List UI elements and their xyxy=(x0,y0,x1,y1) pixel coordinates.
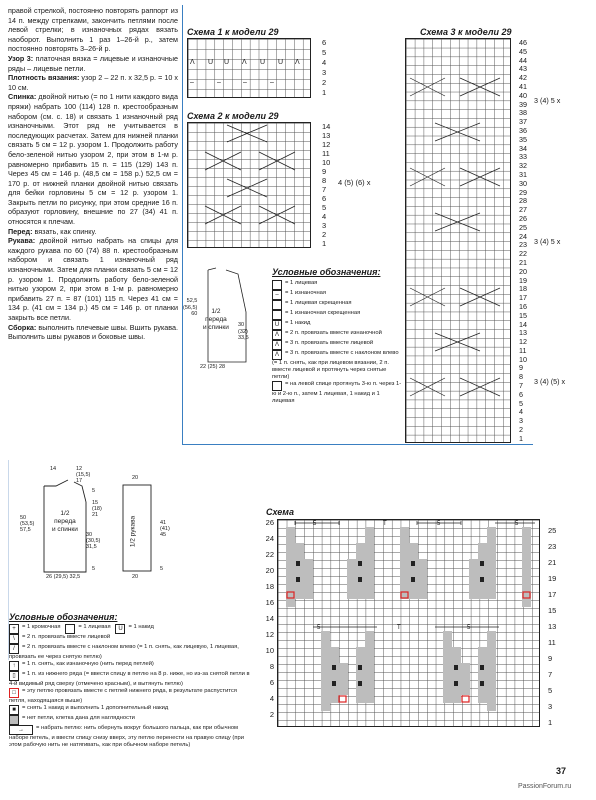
sleeve-label: 1/2 рукава xyxy=(129,515,137,548)
legend-top-title: Условные обозначения: xyxy=(272,267,381,277)
schema1-row-numbers: 6 5 4 3 2 1 xyxy=(322,38,327,97)
front-body-band: 5 xyxy=(92,566,96,572)
article-p6: выполнить плечевые швы. Вшить рукава. Выполнить швы рукавов и боковые швы. xyxy=(8,322,178,342)
front-label: 1/2 переда и спинки xyxy=(52,510,78,533)
legend-bottom-title: Условные обозначения: xyxy=(9,612,118,622)
legend-bottom-item: → = набрать петлю: нить обернуть вокруг большого пальца, как при обычном наборе петель, и ввести спицу снизу вверх, эту петлю перенести на правую спицу (при этом рабочую нить не натягивать, как при обычном наборе петель) xyxy=(9,725,244,748)
small-sketch-height: 30 (32) 33,5 xyxy=(238,322,249,341)
article-p4: вязать, как спинку. xyxy=(34,226,97,236)
article-p3: двойной нитью (= по 1 нити каждого вида пряжи) набрать 100 (114) 128 п. крестообразным набором (см. с. 18) и связать 1 изнаночный ряд изнаночными. Этот ряд не учитывается в последующих расчетах. Затем для нижней планки связать 5 см = 12 р. узором 1. Продолжить работу бело-зеленой нитью узором 2, при этом в 1-м р. равномерно прибавить 15 п. = 115 (129) 143 п. Через 45 см = 146 р. (48,5 см = 158 р.) 52,5 см = 170 р. от нижней планки двойной нитью связать для бейки горловины 5 см = 12 р. узором 1. Закрыть петли по рисунку, при этом средние 16 п. образуют горловину, внешние по 27 (34) 41 п. относятся к плечам. xyxy=(8,92,178,227)
front-top-dims-2: 12 (15,5) 17 xyxy=(76,466,91,484)
legend-top-item: = 1 лицевая скрещенная xyxy=(272,300,402,310)
article-p0: правой стрелкой, постоянно повторять раппорт из 14 п. между стрелками, закончить петлями после левой стрелки; в изнаночных рядах вязать наоборот. Выполнить 1 раз 1–26-й р., затем постоянно повторять 3–26-й р. xyxy=(8,6,178,54)
front-body-height: 30 (30,5) 31,5 xyxy=(86,532,101,550)
legend-bottom-list xyxy=(9,624,254,749)
front-top-dims: 14 xyxy=(50,466,57,472)
divider-vertical xyxy=(182,5,183,445)
article-p5: двойной нитью набрать на спицы для каждого рукава по 60 (74) 88 п. крестообразным набором и связать 1 изнаночный ряд изнаночными. Затем для планки связать 5 см = 12 р. узором 1. Продолжить работу бело-зеленой нитью узором 2, при этом в 1-м р. равномерно прибавить 27 п. = 87 (101) 115 п. Через 41 см = 134 р. (41 см = 134 р.) 45 см = 146 р. от планки закрыть все петли. xyxy=(8,236,179,322)
legend-bottom-item: / = 2 п. провязать вместе с наклоном влево (= 1 п. снять, как лицевую, 1 лицевая, провязать ее через снятую петлю) xyxy=(9,644,239,660)
legend-bottom-item: \ = 2 п. провязать вместе лицевой xyxy=(9,634,254,644)
svg-text:5: 5 xyxy=(467,625,471,631)
schema3-title: Схема 3 к модели 29 xyxy=(420,27,512,37)
legend-bottom-item: + = 1 кромочная = 1 лицевая U = 1 накид xyxy=(9,624,254,634)
legend-bottom-item: ■ = снять 1 накид и выполнить 1 дополнительный накид xyxy=(9,705,254,715)
sleeve-band: 5 xyxy=(160,566,164,572)
schema3-repeat-mid: 3 (4) 5 х xyxy=(534,237,561,246)
legend-top-item: Λ = 3 п. провязать вместе с наклоном влево (= 1 п. снять, как при лицевом вязании, 2 п. вместе лицевой и протянуть через снятые петли) xyxy=(272,350,399,380)
svg-text:5: 5 xyxy=(437,521,441,527)
legend-top-item: = на левой спице протянуть 3-ю п. через 1-ю и 2-ю п., затем 1 лицевая, 1 накид и 1 лицевая xyxy=(272,381,402,404)
front-side: 50 (53,5) 57,5 xyxy=(20,515,35,533)
svg-text:T: T xyxy=(383,521,387,527)
legend-top-item: U = 1 накид xyxy=(272,320,402,330)
pattern-sketch-sleeve xyxy=(118,480,158,580)
legend-bottom-item: ↑ = 1 п. снять, как изнаночную (нить перед петлей) xyxy=(9,661,254,671)
legend-top-item: = 1 лицевая xyxy=(272,280,402,290)
big-schema-shading xyxy=(277,519,540,727)
schema2-title: Схема 2 к модели 29 xyxy=(187,111,279,121)
big-schema-title: Схема xyxy=(266,507,294,517)
small-sketch-label: 1/2 переда и спинки xyxy=(203,308,229,331)
svg-text:5: 5 xyxy=(515,521,519,527)
big-schema-left-rows: 26 24 22 20 18 16 14 12 10 8 6 4 2 xyxy=(265,518,274,719)
legend-top-item: – = 1 изнаночная xyxy=(272,290,402,300)
article-p3-label: Спинка: xyxy=(8,92,37,102)
svg-text:5: 5 xyxy=(313,521,317,527)
sleeve-bottom: 20 xyxy=(132,574,139,580)
site-watermark: PassionForum.ru xyxy=(518,783,572,790)
schema3-repeat-bot: 3 (4) (5) х xyxy=(534,377,566,386)
article-text xyxy=(8,6,178,342)
svg-text:T: T xyxy=(397,625,401,631)
front-neck: 5 xyxy=(92,488,96,494)
legend-top-item: Λ = 2 п. провязать вместе изнаночной xyxy=(272,330,402,340)
article-p5-label: Рукава: xyxy=(8,236,36,246)
schema1-symbols: Λ U U Λ U U Λ – – – – xyxy=(190,59,300,86)
legend-bottom-item: ▯ = 1 п. из нижнего ряда (= ввести спицу в петлю на 8 р. ниже, но из-за снятой петли в 4-й видимый ряд сверху (отмечено красным), и вытянуть петлю) xyxy=(9,671,250,687)
big-schema-right-rows: 25 23 21 19 17 15 13 11 9 7 5 3 1 xyxy=(548,526,557,727)
small-sketch-bottom: 22 (25) 28 xyxy=(200,364,226,370)
article-p1-label: Узор 3: xyxy=(8,53,34,63)
schema2-cables xyxy=(187,122,311,248)
page-number: 37 xyxy=(556,766,567,776)
sleeve-width: 20 xyxy=(132,475,139,481)
schema3-row-numbers: 46 45 44 43 42 41 40 39 38 37 36 35 34 33 32 31 30 29 28 27 26 25 24 23 22 21 20 19 18 17 16 15 14 13 12 11 10 9 8 7 6 5 4 3 2 1 xyxy=(519,38,527,443)
sleeve-height: 41 (41) 45 xyxy=(160,520,170,538)
legend-top-item: = 1 изнаночная скрещенная xyxy=(272,310,402,320)
article-p6-label: Сборка: xyxy=(8,322,37,332)
article-p2-label: Плотность вязания: xyxy=(8,73,80,83)
legend-top-list xyxy=(272,280,402,405)
schema3-repeat-top: 3 (4) 5 х xyxy=(534,96,561,105)
front-bottom: 26 (29,5) 32,5 xyxy=(46,574,81,580)
article-p4-label: Перед: xyxy=(8,226,33,236)
article-p2: узор 2 – 22 п. х 32,5 р. = 10 х 10 см. xyxy=(8,73,179,92)
schema2-repeat-label: 4 (5) (6) х xyxy=(338,178,371,187)
divider-horizontal xyxy=(183,444,533,445)
small-sketch-side: 52,5 (56,5) 60 xyxy=(183,298,198,317)
front-armhole: 15 (18) 21 xyxy=(92,500,102,518)
article-p1: платочная вязка = лицевые и изнаночные ряды – лицевые петли. xyxy=(8,53,178,73)
schema3-cables xyxy=(405,38,511,443)
schema1-title: Схема 1 к модели 29 xyxy=(187,27,279,37)
legend-top-item: Λ = 3 п. провязать вместе лицевой xyxy=(272,340,402,350)
svg-text:5: 5 xyxy=(317,625,321,631)
schema2-row-numbers: 14 13 12 11 10 9 8 7 6 5 4 3 2 1 xyxy=(322,122,331,248)
legend-bottom-item: □ = эту петлю провязать вместе с петлей нижнего ряда, в результате распустится петля, находящаяся выше) xyxy=(9,688,237,704)
legend-bottom-item: = нет петли, клетка дана для наглядности xyxy=(9,715,254,725)
